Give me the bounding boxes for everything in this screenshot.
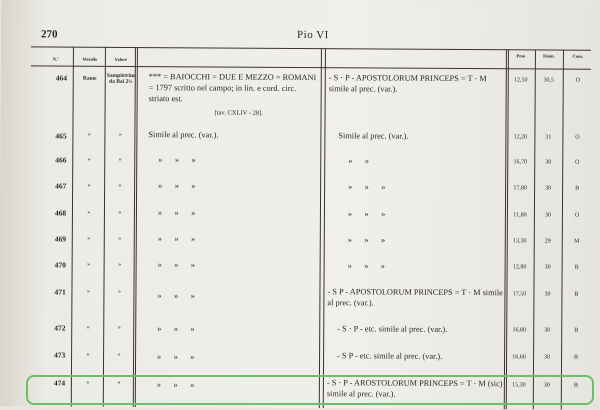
- row-469-peso: 13,30: [513, 238, 527, 245]
- row-464-n: 464: [55, 73, 68, 83]
- row-473-diam: 30: [544, 354, 551, 361]
- row-465-cons: O: [575, 134, 580, 141]
- row-473-peso: 16,60: [512, 354, 526, 361]
- row-474-obverse: » » »: [156, 380, 195, 390]
- row-464-reverse: - S · P - APOSTOLORUM PRINCEPS = T · M simile al prec. (var.).: [328, 73, 487, 94]
- row-471-obverse: » » »: [157, 291, 195, 301]
- row-472-metallo: »: [86, 324, 90, 331]
- row-472-reverse: - S · P - etc. simile al prec. (var.).: [337, 324, 448, 334]
- row-472-n: 472: [54, 323, 66, 333]
- row-472-obverse: » » »: [157, 324, 195, 334]
- row-464-metallo: Rame: [82, 75, 97, 82]
- row-468-reverse: » » »: [347, 209, 386, 219]
- row-473-valore: »: [117, 351, 121, 358]
- row-470-metallo: »: [87, 261, 91, 268]
- row-472-valore: »: [117, 324, 121, 331]
- row-466-n: 466: [55, 155, 67, 165]
- header-diam: Diam.: [543, 53, 555, 59]
- row-474-highlight-box: [26, 375, 594, 405]
- row-469-reverse: » » »: [347, 235, 386, 245]
- row-470-cons: B: [574, 264, 579, 271]
- row-465-peso: 12,20: [513, 134, 528, 141]
- row-468-metallo: »: [87, 209, 91, 216]
- row-474-n: 474: [53, 378, 66, 388]
- row-470-diam: 30: [544, 264, 551, 271]
- col-rule-3: [133, 47, 138, 407]
- row-466-valore: »: [118, 156, 122, 163]
- row-465-reverse: Simile al prec. (var.).: [338, 131, 409, 141]
- row-473-n: 473: [54, 350, 66, 360]
- row-473-cons: B: [574, 354, 579, 361]
- row-467-peso: 17,80: [513, 185, 527, 192]
- row-474-valore: »: [117, 379, 121, 386]
- row-473-metallo: »: [86, 351, 90, 358]
- row-471-peso: 17,50: [512, 291, 527, 298]
- row-464-obverse-ref: [tav. CXLIV - 28].: [214, 109, 263, 117]
- row-464-valore: Sampietrino da Bai 2½: [106, 72, 136, 85]
- row-466-obverse: » » »: [158, 155, 196, 165]
- row-470-obverse: » » »: [157, 260, 195, 270]
- row-471-reverse: - S P - APOSTOLORUM PRINCEPS = T · M simile al prec. (var.).: [327, 287, 503, 308]
- row-470-valore: »: [118, 261, 122, 268]
- row-465-metallo: »: [87, 131, 91, 138]
- header-peso: Peso: [516, 53, 526, 59]
- row-472-cons: B: [574, 327, 579, 334]
- row-470-peso: 12,80: [512, 264, 527, 271]
- row-471-metallo: »: [86, 288, 90, 295]
- row-467-reverse: » » »: [348, 182, 386, 192]
- row-468-n: 468: [54, 208, 67, 218]
- row-467-cons: B: [575, 185, 580, 192]
- row-474-peso: 15,30: [512, 382, 526, 389]
- row-464-cons: O: [575, 77, 580, 84]
- row-465-diam: 31: [545, 134, 552, 141]
- row-471-valore: »: [117, 288, 121, 295]
- row-471-n: 471: [54, 287, 66, 297]
- row-467-n: 467: [55, 181, 67, 191]
- row-467-obverse: » » »: [158, 181, 196, 191]
- row-474-metallo: »: [86, 379, 90, 386]
- row-465-valore: »: [118, 131, 122, 138]
- row-470-n: 470: [54, 260, 66, 270]
- header-metallo: Metallo: [82, 56, 98, 62]
- row-469-obverse: » » »: [157, 234, 196, 244]
- row-468-cons: O: [574, 212, 580, 219]
- row-469-diam: 29: [544, 238, 551, 245]
- row-474-cons: B: [573, 382, 578, 389]
- row-466-diam: 30: [545, 159, 552, 166]
- row-464-diam: 30,5: [543, 77, 555, 84]
- row-466-reverse: » »: [348, 156, 370, 166]
- row-468-obverse: » » »: [157, 208, 196, 218]
- header-n: N.°: [52, 56, 59, 62]
- row-466-metallo: »: [87, 156, 91, 163]
- header-valore: Valore: [114, 56, 128, 62]
- row-466-peso: 16,70: [513, 159, 528, 166]
- row-469-metallo: »: [87, 235, 91, 242]
- row-469-cons: M: [574, 238, 580, 245]
- row-470-reverse: » » »: [347, 261, 385, 271]
- row-467-valore: »: [118, 182, 122, 189]
- col-rule-4: [319, 48, 322, 408]
- row-471-cons: B: [574, 291, 579, 298]
- row-468-diam: 30: [544, 212, 551, 219]
- row-472-diam: 30: [544, 327, 551, 334]
- row-468-peso: 11,80: [513, 212, 527, 219]
- header-cons: Cons.: [572, 53, 584, 59]
- running-title: Pio VI: [296, 28, 329, 42]
- row-466-cons: O: [575, 159, 580, 166]
- row-467-metallo: »: [87, 182, 91, 189]
- row-464-peso: 12,50: [513, 77, 528, 84]
- col-rule-5: [323, 48, 326, 408]
- row-474-diam: 30: [543, 382, 550, 389]
- row-465-n: 465: [55, 131, 67, 141]
- page-number: 270: [40, 28, 58, 41]
- row-469-n: 469: [54, 234, 67, 244]
- row-469-valore: »: [118, 235, 122, 242]
- row-465-obverse: Simile al prec. (var.).: [148, 130, 219, 140]
- row-473-obverse: » » »: [157, 352, 195, 362]
- row-468-valore: »: [118, 209, 122, 216]
- row-471-diam: 30: [544, 291, 551, 298]
- row-467-diam: 30: [545, 185, 552, 192]
- row-472-peso: 16,80: [512, 327, 527, 334]
- row-474-reverse: - S · P - AROSTOLORUM PRINCEPS = T · M (sic) simile al prec. (var.).: [326, 378, 503, 399]
- row-473-reverse: - S P - etc. simile al prec. (var.).: [337, 351, 443, 361]
- row-464-obverse: *** = BAIOCCHI = DUE E MEZZO = ROMANI = 1797 scritto nel campo; in lin. e cord. circ. striato est.: [148, 72, 317, 104]
